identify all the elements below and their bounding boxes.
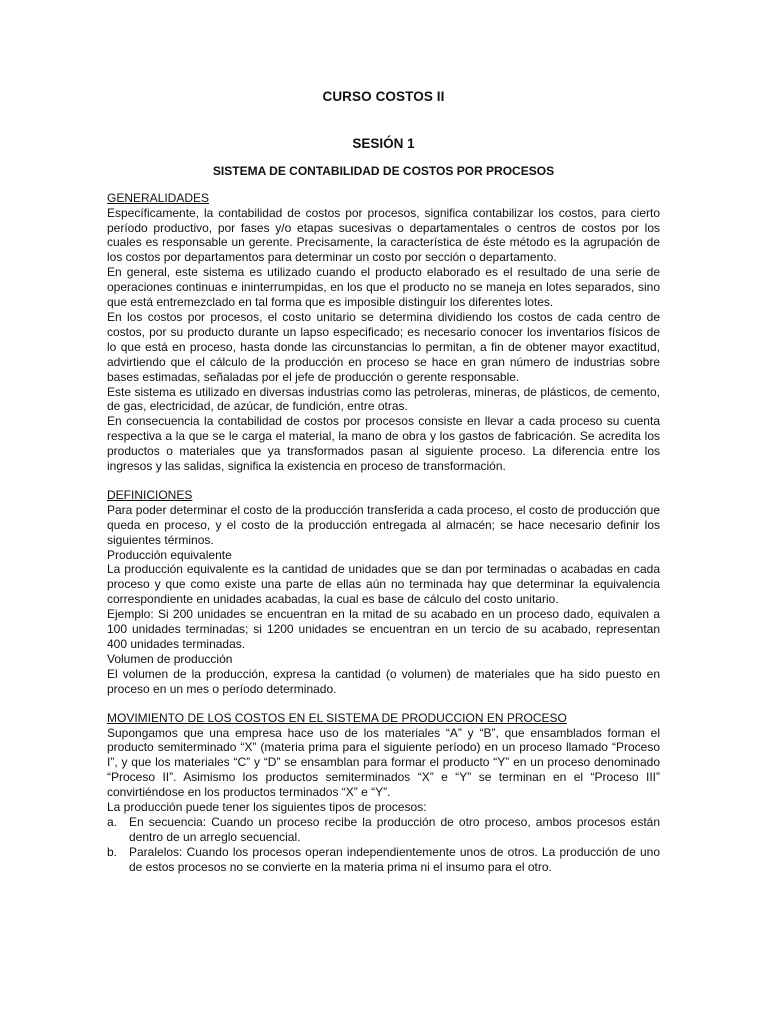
paragraph: La producción puede tener los siguientes tipos de procesos: — [107, 800, 427, 815]
list-item — [107, 815, 660, 845]
list-item-text: Paralelos: Cuando los procesos operan independientemente unos de otros. La producción de uno de estos procesos no se convierte en la materia prima ni el insumo para el otro. — [129, 844, 660, 874]
subheading-produccion-equivalente: Producción equivalente — [107, 547, 232, 562]
section-heading-definiciones: DEFINICIONES — [107, 487, 193, 502]
list-marker: b. — [107, 844, 118, 859]
list-marker: a. — [107, 814, 118, 829]
section-heading-movimiento: MOVIMIENTO DE LOS COSTOS EN EL SISTEMA DE PRODUCCION EN PROCESO — [107, 710, 567, 725]
section-generalidades — [107, 191, 660, 474]
section-definiciones — [107, 488, 660, 697]
paragraph: En los costos por procesos, el costo unitario se determina dividiendo los costos de cada centro de costos, por su producto durante un lapso especificado; es necesario conocer los inventarios físicos de lo que está en proceso, hasta donde las circunstancias lo permitan, a fin de obtener mayor exactitud, advirtiendo que el cálculo de la producción en proceso se hace en gran número de industrias sobre bases estimadas, señaladas por el jefe de producción o gerente responsable. — [107, 309, 660, 384]
paragraph: Para poder determinar el costo de la producción transferida a cada proceso, el costo de producción que queda en proceso, y el costo de la producción entregada al almacén; se hace necesario definir los siguientes términos. — [107, 502, 660, 547]
subheading-volumen-produccion: Volumen de producción — [107, 651, 233, 666]
session-title: SESIÓN 1 — [352, 135, 415, 151]
paragraph: En general, este sistema es utilizado cuando el producto elaborado es el resultado de una serie de operaciones continuas e ininterrumpidas, en los que el producto no se maneja en lotes separados, sino que está entremezclado en tal forma que es imposible distinguir los diferentes lotes. — [107, 265, 660, 310]
document-page — [107, 90, 660, 889]
paragraph: Supongamos que una empresa hace uso de los materiales “A” y “B”, que ensamblados forman el producto semiterminado “X” (materia prima para el siguiente período) en un proceso llamado “Proceso I”, y que los materiales “C” y “D” se ensamblan para formar el producto “Y” en un proceso denominado “Proceso II”. Asimismo los productos semiterminados “X” e “Y” se terminan en el “Proceso III” convirtiéndose en los productos terminados “X” e “Y”. — [107, 725, 660, 800]
paragraph-example: Ejemplo: Si 200 unidades se encuentran en la mitad de su acabado en un proceso dado, equivalen a 100 unidades terminadas; si 1200 unidades se encuentran en un tercio de su acabado, representan 400 unidades terminadas. — [107, 607, 660, 651]
paragraph: El volumen de la producción, expresa la cantidad (o volumen) de materiales que ha sido puesto en proceso en un mes o período determinado. — [107, 666, 660, 696]
process-types-list — [107, 815, 660, 875]
list-item — [107, 845, 660, 875]
paragraph: Específicamente, la contabilidad de costos por procesos, significa contabilizar los costos, para cierto período productivo, por fases y/o etapas sucesivas o departamentales o centros de costos por los cuales es responsable un gerente. Precisamente, la característica de éste método es la agrupación de los costos por departamentos para determinar un costo por sección o departamento. — [107, 205, 660, 265]
list-item-text: En secuencia: Cuando un proceso recibe la producción de otro proceso, ambos procesos están dentro de un arreglo secuencial. — [129, 814, 660, 844]
course-title: CURSO COSTOS II — [322, 89, 445, 104]
paragraph: Este sistema es utilizado en diversas industrias como las petroleras, mineras, de plásticos, de cemento, de gas, electricidad, de azúcar, de fundición, entre otras. — [107, 384, 660, 414]
paragraph: En consecuencia la contabilidad de costos por procesos consiste en llevar a cada proceso su cuenta respectiva a la que se le carga el material, la mano de obra y los gastos de fabricación. Se acredita los productos o materiales que ya transformados pasan al siguiente proceso. La diferencia entre los ingresos y las salidas, significa la existencia en proceso de transformación. — [107, 414, 660, 474]
section-movimiento — [107, 711, 660, 875]
paragraph: La producción equivalente es la cantidad de unidades que se dan por terminadas o acabadas en cada proceso y que como existe una parte de ellas aún no terminada hay que determinar la equivalencia correspondiente en unidades acabadas, la cual es base de cálculo del costo unitario. — [107, 562, 660, 607]
section-heading-generalidades: GENERALIDADES — [107, 190, 210, 205]
system-title: SISTEMA DE CONTABILIDAD DE COSTOS POR PROCESOS — [212, 163, 555, 178]
